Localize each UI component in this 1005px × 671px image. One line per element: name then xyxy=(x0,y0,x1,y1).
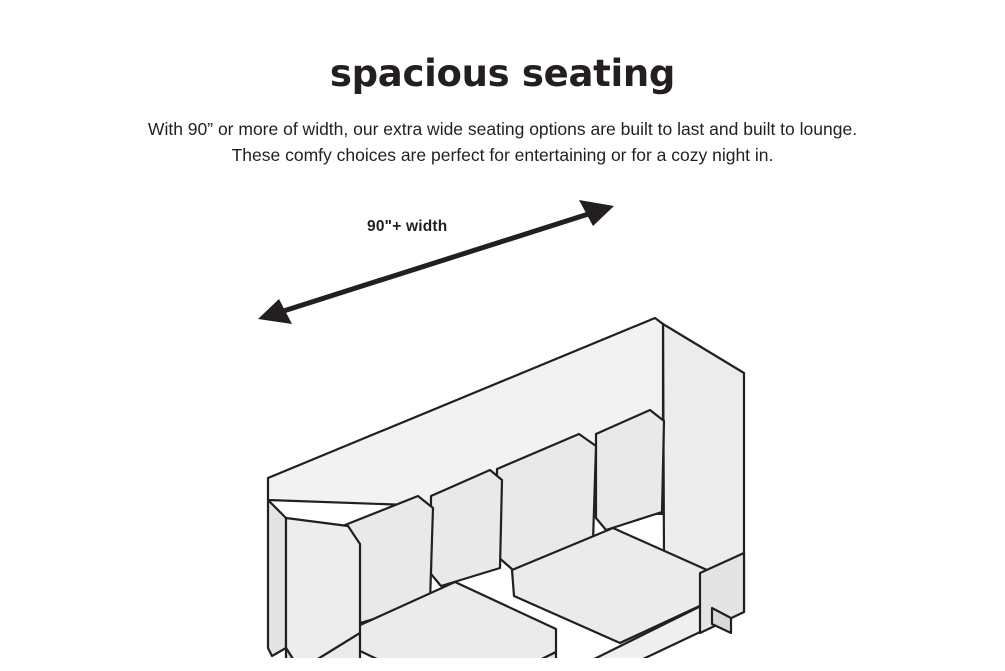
page-title: spacious seating xyxy=(329,52,676,95)
sofa-illustration xyxy=(0,178,1005,658)
description-text xyxy=(0,116,1005,168)
double-headed-arrow-icon xyxy=(258,200,614,324)
dimension-label: 90"+ width xyxy=(367,218,448,235)
sofa-illustration-svg xyxy=(0,178,1005,658)
description-line-2: These comfy choices are perfect for entertaining or for a cozy night in. xyxy=(231,145,774,165)
description-line-1: With 90” or more of width, our extra wide seating options are built to last and built to lounge. xyxy=(147,119,858,139)
sofa-body xyxy=(268,318,744,658)
